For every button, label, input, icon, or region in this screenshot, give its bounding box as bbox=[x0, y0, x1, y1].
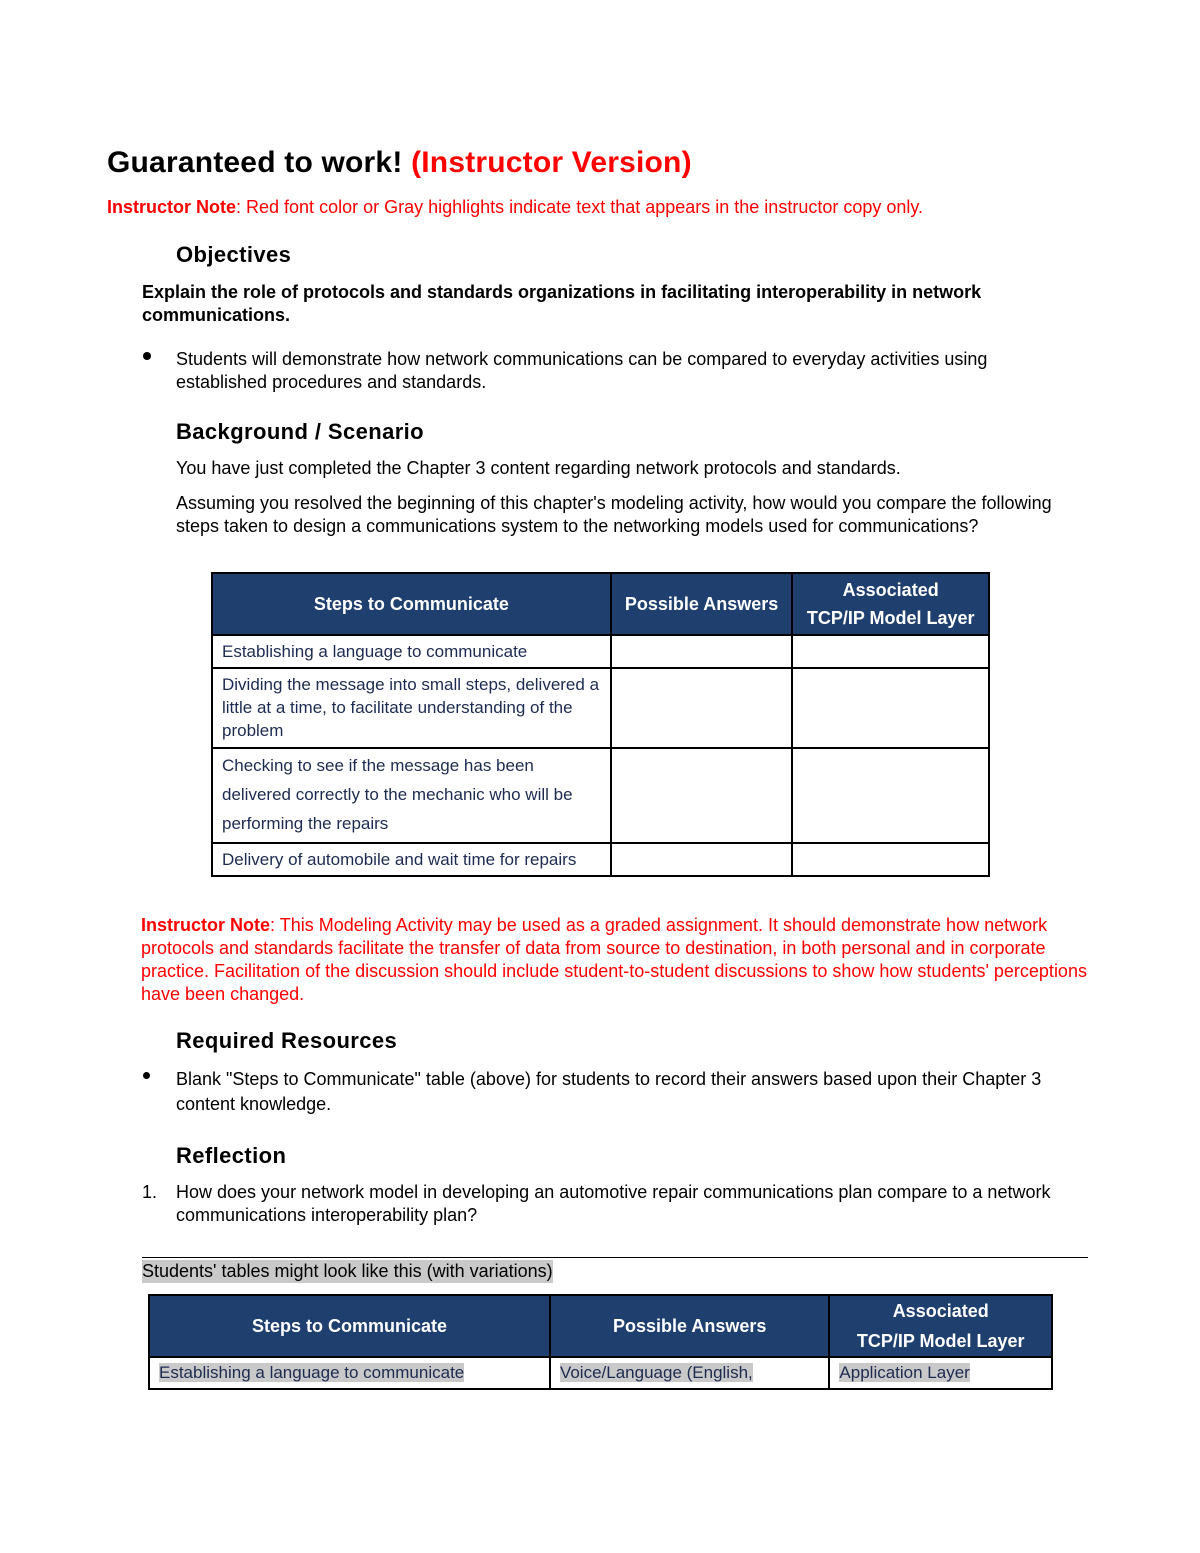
table-row bbox=[212, 668, 989, 748]
title-instructor-version: (Instructor Version) bbox=[411, 146, 692, 179]
table-cell-layer[interactable] bbox=[792, 635, 989, 668]
table-header-row bbox=[212, 573, 989, 635]
reflection-number: 1. bbox=[142, 1182, 158, 1202]
divider-line bbox=[142, 1257, 1088, 1258]
table-cell-step: Checking to see if the message has been delivered correctly to the mechanic who will be performing the repairs bbox=[212, 748, 611, 843]
instructor-note-label: Instructor Note bbox=[107, 197, 237, 217]
bullet-icon bbox=[143, 1072, 150, 1079]
table-cell-answer: Voice/Language (English, bbox=[550, 1357, 829, 1389]
instructor-note-label: Instructor Note bbox=[141, 915, 271, 935]
instructor-note-text: : Red font color or Gray highlights indicate text that appears in the instructor copy only. bbox=[236, 197, 924, 217]
instructor-note-activity bbox=[141, 914, 1096, 1006]
objectives-statement: Explain the role of protocols and standards organizations in facilitating interoperability in network communications. bbox=[142, 282, 982, 325]
table-cell-step: Establishing a language to communicate bbox=[212, 635, 611, 668]
background-heading: Background / Scenario bbox=[176, 419, 425, 444]
table-cell-layer[interactable] bbox=[792, 748, 989, 843]
instructor-note-text: : This Modeling Activity may be used as a graded assignment. It should demonstrate how network protocols and standards facilitate the transfer of data from source to destination, in both personal and in corporate practice. Facilitation of the discussion should include student-to-student discussions to show how students' perceptions have been changed. bbox=[141, 915, 1087, 1004]
page-title bbox=[107, 146, 692, 180]
table-cell-step: Delivery of automobile and wait time for repairs bbox=[212, 843, 611, 876]
header-possible-answers: Possible Answers bbox=[611, 573, 793, 635]
table-header-row bbox=[149, 1295, 1052, 1357]
table-row bbox=[149, 1357, 1052, 1389]
background-paragraph-2: Assuming you resolved the beginning of this chapter's modeling activity, how would you compare the following steps taken to design a communications system to the networking models used for communications? bbox=[176, 493, 1052, 536]
header-associated-layer: Associated TCP/IP Model Layer bbox=[829, 1295, 1052, 1357]
example-caption: Students' tables might look like this (with variations) bbox=[142, 1261, 553, 1281]
table-cell-step: Dividing the message into small steps, delivered a little at a time, to facilitate understanding of the problem bbox=[212, 668, 611, 748]
objectives-bullet-text: Students will demonstrate how network communications can be compared to everyday activities using established procedures and standards. bbox=[176, 349, 988, 392]
header-associated-layer: Associated TCP/IP Model Layer bbox=[792, 573, 989, 635]
table-row bbox=[212, 843, 989, 876]
table-cell-answer[interactable] bbox=[611, 635, 793, 668]
table-cell-step: Establishing a language to communicate bbox=[149, 1357, 550, 1389]
objectives-heading: Objectives bbox=[176, 242, 292, 267]
table-cell-layer[interactable] bbox=[792, 668, 989, 748]
reflection-heading: Reflection bbox=[176, 1143, 287, 1168]
table-cell-answer[interactable] bbox=[611, 748, 793, 843]
header-steps: Steps to Communicate bbox=[149, 1295, 550, 1357]
resources-bullet-text: Blank "Steps to Communicate" table (above) for students to record their answers based upon their Chapter 3 content knowledge. bbox=[176, 1069, 1042, 1114]
steps-table bbox=[211, 572, 990, 877]
example-steps-table bbox=[148, 1294, 1053, 1390]
table-row bbox=[212, 635, 989, 668]
resources-heading: Required Resources bbox=[176, 1028, 398, 1053]
header-steps: Steps to Communicate bbox=[212, 573, 611, 635]
bullet-icon bbox=[143, 352, 151, 360]
title-main: Guaranteed to work! bbox=[107, 146, 403, 179]
table-cell-layer[interactable] bbox=[792, 843, 989, 876]
instructor-note-top bbox=[107, 196, 923, 219]
header-possible-answers: Possible Answers bbox=[550, 1295, 829, 1357]
background-paragraph-1: You have just completed the Chapter 3 content regarding network protocols and standards. bbox=[176, 458, 901, 478]
table-row bbox=[212, 748, 989, 843]
table-cell-layer: Application Layer bbox=[829, 1357, 1052, 1389]
table-cell-answer[interactable] bbox=[611, 843, 793, 876]
table-cell-answer[interactable] bbox=[611, 668, 793, 748]
reflection-question: How does your network model in developing an automotive repair communications plan compare to a network communications interoperability plan? bbox=[176, 1182, 1051, 1225]
